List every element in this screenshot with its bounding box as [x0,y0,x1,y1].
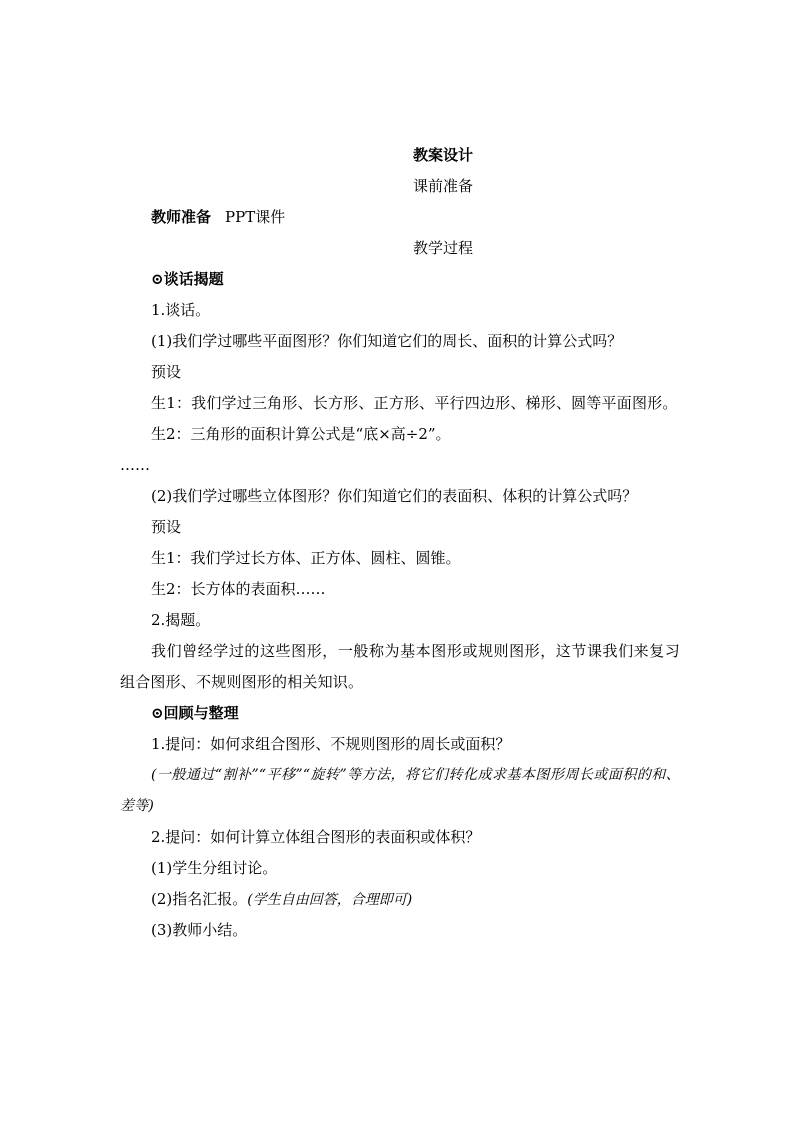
answer-student2-triangle: 生2：三角形的面积计算公式是“底×高÷2”。 [151,425,451,443]
section-title-preparation: 课前准备 [412,177,473,195]
step-report-note: (学生自由回答，合理即可) [247,892,413,908]
question-surface-volume: 2.提问：如何计算立体组合图形的表面积或体积？ [151,828,481,846]
step-report: (2)指名汇报。 [151,890,248,908]
preset-label-1: 预设 [151,363,182,381]
lesson-plan-body [120,140,680,946]
question-solid-figures: (2)我们学过哪些立体图形？你们知道它们的表面积、体积的计算公式吗？ [151,487,638,505]
answer-student1-plane: 生1：我们学过三角形、长方形、正方形、平行四边形、梯形、圆等平面图形。 [151,394,678,412]
question-plane-figures: (1)我们学过哪些平面图形？你们知道它们的周长、面积的计算公式吗？ [151,332,623,350]
step-report-line [120,884,680,915]
item-talk: 1.谈话。 [151,301,211,319]
heading-talk-intro: ⊙谈话揭题 [151,270,224,288]
teacher-prep-line [120,202,680,233]
heading-review: ⊙回顾与整理 [151,704,239,722]
section-title-process: 教学过程 [412,239,473,257]
answer-student1-solid: 生1：我们学过长方体、正方体、圆柱、圆锥。 [151,549,461,567]
page-title: 教案设计 [412,146,473,164]
teacher-prep-value: PPT课件 [225,208,286,226]
step-teacher-summary: (3)教师小结。 [151,921,248,939]
answer-student2-surface: 生2：长方体的表面积…… [151,580,326,598]
question-perimeter-area: 1.提问：如何求组合图形、不规则图形的周长或面积？ [151,735,511,753]
item-reveal-topic: 2.揭题。 [151,611,211,629]
teacher-prep-label: 教师准备 [151,208,212,226]
step-group-discussion: (1)学生分组讨论。 [151,859,278,877]
ellipsis-line: …… [120,456,150,474]
note-methods: (一般通过“割补”“平移”“旋转”等方法，将它们转化成求基本图形周长或面积的和、差等) [120,767,680,814]
paragraph-topic-intro: 我们曾经学过的这些图形，一般称为基本图形或规则图形，这节课我们来复习组合图形、不规则图形的相关知识。 [120,642,680,691]
preset-label-2: 预设 [151,518,182,536]
